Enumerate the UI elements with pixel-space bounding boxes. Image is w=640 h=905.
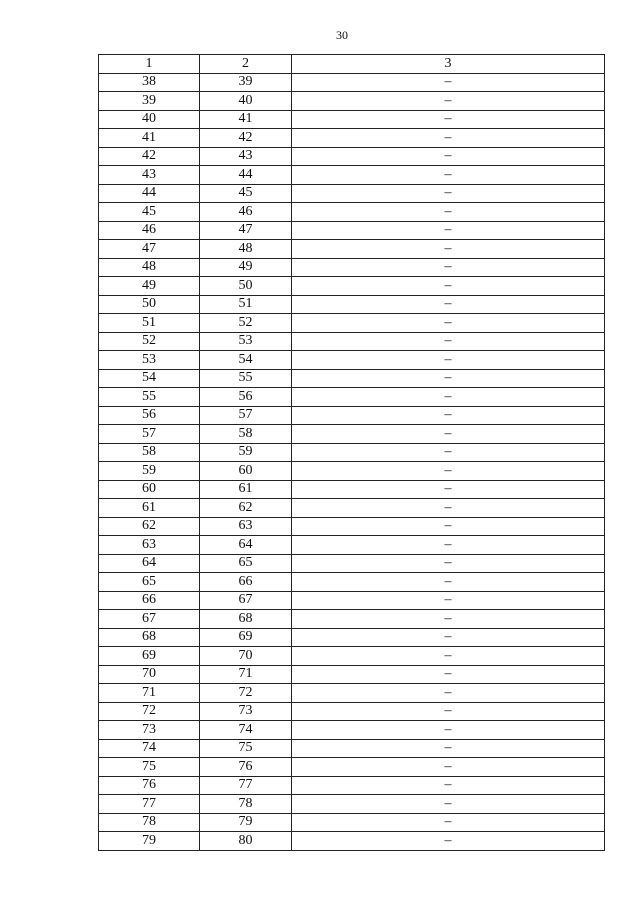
table-row: [99, 628, 605, 647]
table-cell-col-3: –: [292, 388, 605, 407]
table-cell-col-2: 58: [200, 425, 292, 444]
table-cell-col-2: 67: [200, 591, 292, 610]
table-cell-col-2: 73: [200, 702, 292, 721]
table-row: [99, 184, 605, 203]
table-row: [99, 647, 605, 666]
table-row: [99, 221, 605, 240]
table-body: [99, 73, 605, 850]
table-row: [99, 443, 605, 462]
table-cell-col-2: 46: [200, 203, 292, 222]
table-cell-col-2: 48: [200, 240, 292, 259]
table-cell-col-2: 52: [200, 314, 292, 333]
table-cell-col-2: 68: [200, 610, 292, 629]
table-cell-col-1: 66: [99, 591, 200, 610]
table-cell-col-1: 76: [99, 776, 200, 795]
table-cell-col-2: 51: [200, 295, 292, 314]
table-row: [99, 351, 605, 370]
table-cell-col-2: 42: [200, 129, 292, 148]
table-cell-col-3: –: [292, 351, 605, 370]
table-cell-col-2: 49: [200, 258, 292, 277]
table-row: [99, 332, 605, 351]
table-cell-col-1: 38: [99, 73, 200, 92]
table-cell-col-2: 64: [200, 536, 292, 555]
table-cell-col-1: 64: [99, 554, 200, 573]
table-cell-col-3: –: [292, 536, 605, 555]
column-header-1: 1: [99, 55, 200, 74]
table-row: [99, 110, 605, 129]
table-cell-col-2: 50: [200, 277, 292, 296]
table-cell-col-1: 53: [99, 351, 200, 370]
table-cell-col-2: 70: [200, 647, 292, 666]
table-cell-col-1: 72: [99, 702, 200, 721]
table-cell-col-3: –: [292, 203, 605, 222]
table-cell-col-3: –: [292, 443, 605, 462]
table-cell-col-3: –: [292, 92, 605, 111]
table-cell-col-1: 49: [99, 277, 200, 296]
table-cell-col-3: –: [292, 554, 605, 573]
table-cell-col-3: –: [292, 758, 605, 777]
table-cell-col-1: 48: [99, 258, 200, 277]
table-row: [99, 517, 605, 536]
table-cell-col-2: 61: [200, 480, 292, 499]
table-row: [99, 258, 605, 277]
table-cell-col-1: 69: [99, 647, 200, 666]
table-row: [99, 610, 605, 629]
table-row: [99, 406, 605, 425]
table-cell-col-2: 66: [200, 573, 292, 592]
table-cell-col-2: 63: [200, 517, 292, 536]
table-cell-col-2: 47: [200, 221, 292, 240]
table-cell-col-3: –: [292, 369, 605, 388]
table-cell-col-1: 46: [99, 221, 200, 240]
table-row: [99, 795, 605, 814]
table-cell-col-2: 60: [200, 462, 292, 481]
table-cell-col-2: 41: [200, 110, 292, 129]
table-cell-col-3: –: [292, 240, 605, 259]
table-cell-col-2: 80: [200, 832, 292, 851]
table-row: [99, 240, 605, 259]
table-row: [99, 166, 605, 185]
table-cell-col-2: 72: [200, 684, 292, 703]
table-cell-col-3: –: [292, 591, 605, 610]
table-cell-col-2: 59: [200, 443, 292, 462]
table-cell-col-1: 57: [99, 425, 200, 444]
table-cell-col-3: –: [292, 425, 605, 444]
table-row: [99, 684, 605, 703]
table-row: [99, 758, 605, 777]
table-cell-col-1: 68: [99, 628, 200, 647]
table-cell-col-3: –: [292, 684, 605, 703]
table-cell-col-2: 74: [200, 721, 292, 740]
table-cell-col-2: 75: [200, 739, 292, 758]
table-cell-col-1: 42: [99, 147, 200, 166]
table-row: [99, 554, 605, 573]
table-cell-col-3: –: [292, 73, 605, 92]
table-cell-col-1: 71: [99, 684, 200, 703]
table-cell-col-3: –: [292, 480, 605, 499]
table-cell-col-1: 47: [99, 240, 200, 259]
table-row: [99, 73, 605, 92]
column-header-2: 2: [200, 55, 292, 74]
table-cell-col-2: 65: [200, 554, 292, 573]
table-cell-col-3: –: [292, 184, 605, 203]
table-cell-col-1: 70: [99, 665, 200, 684]
table-cell-col-2: 39: [200, 73, 292, 92]
table-cell-col-2: 57: [200, 406, 292, 425]
table-row: [99, 295, 605, 314]
table-cell-col-2: 62: [200, 499, 292, 518]
table-cell-col-3: –: [292, 277, 605, 296]
table-cell-col-2: 69: [200, 628, 292, 647]
table-cell-col-2: 54: [200, 351, 292, 370]
table-cell-col-1: 52: [99, 332, 200, 351]
data-table: [98, 54, 605, 851]
table-cell-col-3: –: [292, 147, 605, 166]
table-cell-col-3: –: [292, 702, 605, 721]
table-cell-col-2: 53: [200, 332, 292, 351]
table-row: [99, 536, 605, 555]
table-cell-col-3: –: [292, 721, 605, 740]
table-cell-col-3: –: [292, 665, 605, 684]
table-row: [99, 573, 605, 592]
table-row: [99, 721, 605, 740]
table-cell-col-1: 78: [99, 813, 200, 832]
table-cell-col-2: 77: [200, 776, 292, 795]
table-cell-col-1: 67: [99, 610, 200, 629]
table-cell-col-2: 55: [200, 369, 292, 388]
table-row: [99, 92, 605, 111]
table-row: [99, 129, 605, 148]
table-cell-col-3: –: [292, 610, 605, 629]
page-number: 30: [336, 28, 348, 42]
table-row: [99, 314, 605, 333]
table-cell-col-3: –: [292, 628, 605, 647]
table-cell-col-1: 59: [99, 462, 200, 481]
table-cell-col-3: –: [292, 795, 605, 814]
table-row: [99, 480, 605, 499]
table-cell-col-1: 75: [99, 758, 200, 777]
table-cell-col-3: –: [292, 813, 605, 832]
table-cell-col-3: –: [292, 166, 605, 185]
table-cell-col-2: 40: [200, 92, 292, 111]
table-cell-col-2: 76: [200, 758, 292, 777]
table-cell-col-3: –: [292, 776, 605, 795]
table-row: [99, 702, 605, 721]
table-cell-col-1: 79: [99, 832, 200, 851]
table-cell-col-1: 51: [99, 314, 200, 333]
table-row: [99, 203, 605, 222]
table-row: [99, 462, 605, 481]
table-cell-col-3: –: [292, 332, 605, 351]
table-cell-col-3: –: [292, 110, 605, 129]
table-cell-col-1: 43: [99, 166, 200, 185]
table-cell-col-3: –: [292, 832, 605, 851]
table-cell-col-2: 71: [200, 665, 292, 684]
table-cell-col-2: 79: [200, 813, 292, 832]
table-cell-col-1: 62: [99, 517, 200, 536]
table-cell-col-1: 40: [99, 110, 200, 129]
table-row: [99, 277, 605, 296]
table-cell-col-1: 61: [99, 499, 200, 518]
table-row: [99, 665, 605, 684]
table-row: [99, 499, 605, 518]
table-cell-col-2: 44: [200, 166, 292, 185]
table-cell-col-3: –: [292, 129, 605, 148]
table-header-row: [99, 55, 605, 74]
table-cell-col-2: 43: [200, 147, 292, 166]
table-cell-col-1: 60: [99, 480, 200, 499]
table-cell-col-3: –: [292, 647, 605, 666]
table-cell-col-1: 73: [99, 721, 200, 740]
table-cell-col-3: –: [292, 499, 605, 518]
table-cell-col-2: 78: [200, 795, 292, 814]
table-cell-col-3: –: [292, 295, 605, 314]
table-cell-col-3: –: [292, 406, 605, 425]
table-cell-col-1: 44: [99, 184, 200, 203]
table-row: [99, 425, 605, 444]
table-cell-col-1: 50: [99, 295, 200, 314]
table-cell-col-1: 55: [99, 388, 200, 407]
table-cell-col-1: 58: [99, 443, 200, 462]
table-header: [99, 55, 605, 74]
table-cell-col-3: –: [292, 573, 605, 592]
table-row: [99, 776, 605, 795]
table-cell-col-1: 41: [99, 129, 200, 148]
table-cell-col-1: 63: [99, 536, 200, 555]
table-cell-col-3: –: [292, 462, 605, 481]
table-cell-col-1: 39: [99, 92, 200, 111]
table-row: [99, 147, 605, 166]
table-cell-col-2: 56: [200, 388, 292, 407]
table-cell-col-3: –: [292, 517, 605, 536]
table-row: [99, 813, 605, 832]
table-cell-col-1: 74: [99, 739, 200, 758]
table-row: [99, 739, 605, 758]
table-cell-col-1: 65: [99, 573, 200, 592]
table-cell-col-3: –: [292, 314, 605, 333]
table-cell-col-1: 54: [99, 369, 200, 388]
table-cell-col-3: –: [292, 258, 605, 277]
column-header-3: 3: [292, 55, 605, 74]
table-row: [99, 388, 605, 407]
table-cell-col-1: 56: [99, 406, 200, 425]
table-cell-col-1: 45: [99, 203, 200, 222]
table-cell-col-1: 77: [99, 795, 200, 814]
table-cell-col-2: 45: [200, 184, 292, 203]
table-row: [99, 591, 605, 610]
table-row: [99, 369, 605, 388]
table-row: [99, 832, 605, 851]
table-cell-col-3: –: [292, 221, 605, 240]
table-cell-col-3: –: [292, 739, 605, 758]
